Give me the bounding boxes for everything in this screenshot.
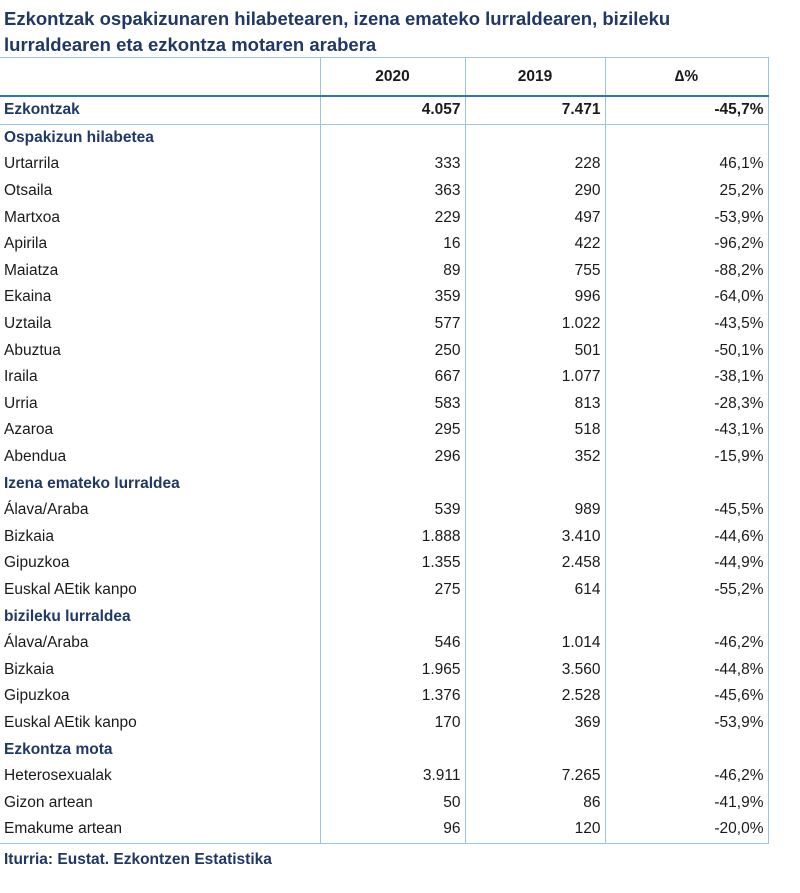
row-label: Gizon artean [4,793,93,811]
table-row [0,444,768,471]
table-row [0,311,768,338]
table-title: Ezkontzak ospakizunaren hilabetearen, izena emateko lurraldearen, bizileku lurraldearen eta ezkontza motaren arabera [4,8,671,55]
value-2019: 86 [465,789,605,816]
table-row [0,417,768,444]
value-2019: 120 [465,816,605,843]
row-label: Azaroa [4,421,54,439]
table-row [0,284,768,311]
header-label [0,58,320,97]
value-2020: 577 [320,311,465,338]
value-2020: 170 [320,710,465,737]
row-label: Álava/Araba [4,634,89,652]
value-change: -46,2% [605,630,768,657]
total-row [0,96,768,124]
row-label: Ezkontzak [0,96,320,124]
header-row [0,58,768,97]
table-row [0,550,768,577]
value-2020: 50 [320,789,465,816]
value-2020: 539 [320,497,465,524]
row-label: Iraila [4,368,38,386]
value-change: -53,9% [605,710,768,737]
value-2019: 2.528 [465,683,605,710]
empty-cell [465,736,605,763]
table-row [0,364,768,391]
value-change: -43,5% [605,311,768,338]
value-2020: 363 [320,178,465,205]
value-change: -64,0% [605,284,768,311]
row-label: Emakume artean [0,816,320,843]
value-change: -41,9% [605,789,768,816]
section-row [0,603,768,630]
value-2020: 1.888 [320,524,465,551]
row-label: Apirila [4,235,48,253]
value-2019: 7.471 [465,96,605,124]
table-row [0,204,768,231]
value-2019: 1.014 [465,630,605,657]
row-label: Bizkaia [4,527,54,545]
table-row [0,710,768,737]
row-label: Gipuzkoa [4,554,70,572]
value-2019: 422 [465,231,605,258]
value-2019: 518 [465,417,605,444]
value-change: -20,0% [605,816,768,843]
empty-cell [605,470,768,497]
value-2019: 497 [465,204,605,231]
row-label: Urtarrila [4,155,60,173]
value-2019: 813 [465,391,605,418]
value-2020: 1.965 [320,656,465,683]
value-2020: 1.355 [320,550,465,577]
value-2019: 996 [465,284,605,311]
empty-cell [465,470,605,497]
value-2019: 614 [465,577,605,604]
value-2019: 352 [465,444,605,471]
value-2019: 369 [465,710,605,737]
value-change: -15,9% [605,444,768,471]
value-change: -88,2% [605,258,768,285]
value-change: -45,6% [605,683,768,710]
value-2020: 1.376 [320,683,465,710]
section-title: Ezkontza mota [4,740,113,758]
value-2020: 250 [320,337,465,364]
row-label: Álava/Araba [4,501,89,519]
table-row [0,816,768,843]
empty-cell [465,124,605,151]
row-label: Uztaila [4,315,52,333]
section-title: bizileku lurraldea [4,607,131,625]
header-change: ∆% [605,58,768,97]
section-row [0,124,768,151]
value-2019: 989 [465,497,605,524]
value-2020: 96 [320,816,465,843]
section-row [0,470,768,497]
empty-cell [605,124,768,151]
value-2020: 296 [320,444,465,471]
value-2019: 7.265 [465,763,605,790]
empty-cell [320,736,465,763]
row-label: Euskal AEtik kanpo [4,580,137,598]
value-2020: 667 [320,364,465,391]
table-row [0,258,768,285]
row-label: Euskal AEtik kanpo [4,713,137,731]
section-row [0,736,768,763]
empty-cell [320,603,465,630]
value-change: -50,1% [605,337,768,364]
value-2020: 3.911 [320,763,465,790]
table-row [0,683,768,710]
row-label: Abuztua [4,341,61,359]
value-change: 46,1% [605,151,768,178]
table-row [0,231,768,258]
value-change: -44,8% [605,656,768,683]
value-2020: 295 [320,417,465,444]
value-change: -43,1% [605,417,768,444]
value-2019: 290 [465,178,605,205]
value-change: -45,5% [605,497,768,524]
header-2019: 2019 [465,58,605,97]
empty-cell [320,470,465,497]
value-change: -46,2% [605,763,768,790]
statistics-table [0,57,769,844]
table-row [0,391,768,418]
value-change: -44,6% [605,524,768,551]
value-2019: 228 [465,151,605,178]
value-2019: 3.410 [465,524,605,551]
value-2020: 4.057 [320,96,465,124]
empty-cell [465,603,605,630]
table-row [0,577,768,604]
value-change: -45,7% [605,96,768,124]
table-row [0,630,768,657]
value-change: -96,2% [605,231,768,258]
value-2020: 89 [320,258,465,285]
table-row [0,524,768,551]
row-label: Abendua [4,448,67,466]
row-label: Heterosexualak [4,767,112,785]
section-title: Ospakizun hilabetea [4,128,154,146]
source-note: Iturria: Eustat. Ezkontzen Estatistika [4,851,272,868]
table-row [0,763,768,790]
empty-cell [605,603,768,630]
value-2020: 359 [320,284,465,311]
value-change: -55,2% [605,577,768,604]
value-2020: 583 [320,391,465,418]
value-2019: 2.458 [465,550,605,577]
row-label: Urria [4,394,38,412]
value-change: 25,2% [605,178,768,205]
value-change: -38,1% [605,364,768,391]
value-change: -28,3% [605,391,768,418]
table-body [0,96,768,843]
value-2020: 546 [320,630,465,657]
value-2020: 229 [320,204,465,231]
value-change: -44,9% [605,550,768,577]
value-change: -53,9% [605,204,768,231]
row-label: Ekaina [4,288,52,306]
row-label: Bizkaia [4,660,54,678]
table-row [0,656,768,683]
section-title: Izena emateko lurraldea [4,474,180,492]
row-label: Otsaila [4,182,53,200]
header-2020: 2020 [320,58,465,97]
row-label: Maiatza [4,261,59,279]
value-2019: 1.022 [465,311,605,338]
value-2019: 1.077 [465,364,605,391]
table-row [0,151,768,178]
table-row [0,497,768,524]
empty-cell [320,124,465,151]
row-label: Gipuzkoa [4,687,70,705]
value-2020: 16 [320,231,465,258]
table-row [0,178,768,205]
value-2019: 3.560 [465,656,605,683]
value-2019: 501 [465,337,605,364]
empty-cell [605,736,768,763]
table-row [0,789,768,816]
value-2020: 333 [320,151,465,178]
table-row [0,337,768,364]
row-label: Martxoa [4,208,60,226]
value-2020: 275 [320,577,465,604]
value-2019: 755 [465,258,605,285]
